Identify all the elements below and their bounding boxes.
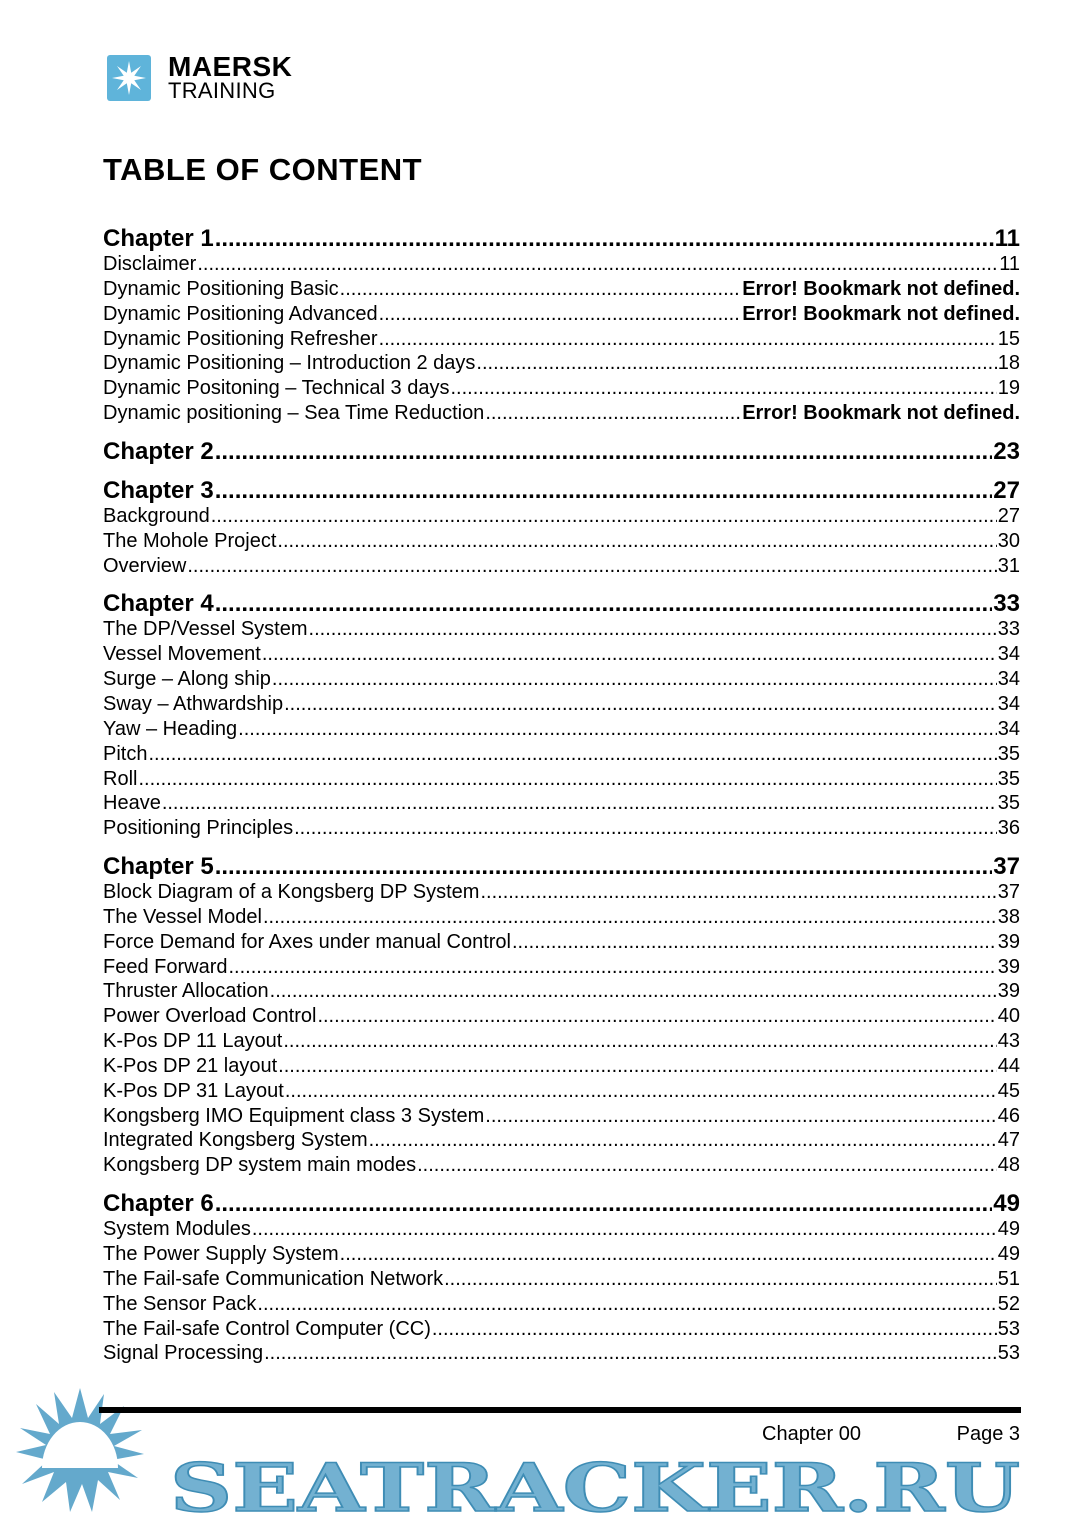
dot-leader [187, 554, 996, 579]
toc-entry[interactable] [103, 1128, 1020, 1153]
toc-label: Roll [103, 767, 138, 790]
dot-leader [444, 1267, 997, 1292]
toc-label: Chapter 4 [103, 590, 214, 618]
dot-leader [284, 692, 997, 717]
toc-entry[interactable] [103, 1267, 1020, 1292]
toc-label: Positioning Principles [103, 817, 294, 840]
dot-leader [340, 1242, 997, 1267]
dot-leader [379, 302, 742, 327]
toc-page: 46 [997, 1104, 1020, 1127]
toc-page: 11 [994, 225, 1020, 252]
toc-label: Pitch [103, 742, 148, 765]
toc-entry[interactable] [103, 979, 1020, 1004]
dot-leader [369, 1128, 997, 1153]
dot-leader [512, 930, 997, 955]
dot-leader [138, 767, 996, 792]
toc-label: Overview [103, 554, 187, 577]
toc-page: 15 [997, 327, 1020, 350]
toc-page: 49 [993, 1190, 1020, 1218]
dot-leader [262, 642, 997, 667]
toc-label: Disclaimer [103, 253, 197, 275]
dot-leader [252, 1217, 997, 1242]
dot-leader [432, 1317, 997, 1342]
toc-entry[interactable] [103, 302, 1020, 327]
seatracker-watermark [0, 1355, 1080, 1515]
toc-page: 34 [997, 717, 1020, 740]
dot-leader [215, 438, 993, 465]
dot-leader [215, 477, 993, 504]
toc-page: 49 [997, 1218, 1020, 1241]
dot-leader [229, 955, 997, 980]
toc-chapter[interactable] [103, 1190, 1020, 1217]
toc-page: 37 [993, 853, 1020, 881]
toc-page: Error! Bookmark not defined. [742, 277, 1020, 300]
dot-leader [272, 667, 997, 692]
dot-leader [294, 816, 997, 841]
toc-label: Kongsberg IMO Equipment class 3 System [103, 1104, 485, 1127]
toc-label: Signal Processing [103, 1342, 264, 1365]
toc-entry[interactable] [103, 717, 1020, 742]
dot-leader [278, 1054, 997, 1079]
toc-page: 27 [997, 504, 1020, 527]
toc-entry[interactable] [103, 252, 1020, 277]
dot-leader [215, 225, 994, 252]
toc-entry[interactable] [103, 930, 1020, 955]
toc-page: 39 [997, 930, 1020, 953]
toc-page: 51 [997, 1267, 1020, 1290]
toc-label: Kongsberg DP system main modes [103, 1154, 417, 1177]
toc-page: 40 [997, 1005, 1020, 1028]
toc-entry[interactable] [103, 1104, 1020, 1129]
toc-label: K-Pos DP 31 Layout [103, 1079, 284, 1102]
toc-page: 34 [997, 668, 1020, 691]
toc-label: Sway – Athwardship [103, 692, 284, 715]
toc-page: 19 [997, 377, 1020, 400]
toc-page: 30 [997, 529, 1020, 552]
toc-entry[interactable] [103, 642, 1020, 667]
toc-page: 48 [997, 1154, 1020, 1177]
toc-label: Block Diagram of a Kongsberg DP System [103, 881, 480, 904]
toc-label: Chapter 3 [103, 476, 214, 504]
toc-page: 23 [993, 437, 1020, 465]
star-icon [107, 55, 151, 101]
toc-entry[interactable] [103, 1054, 1020, 1079]
toc-entry[interactable] [103, 880, 1020, 905]
toc-entry[interactable] [103, 554, 1020, 579]
toc-chapter[interactable] [103, 853, 1020, 880]
toc-entry[interactable] [103, 742, 1020, 767]
dot-leader [476, 351, 996, 376]
toc-page: 37 [997, 881, 1020, 904]
toc-page: 35 [997, 767, 1020, 790]
toc-page: 33 [993, 590, 1020, 618]
toc-entry[interactable] [103, 401, 1020, 426]
toc-page: 35 [997, 742, 1020, 765]
dot-leader [340, 277, 742, 302]
toc-label: The Power Supply System [103, 1243, 339, 1265]
toc-page: 31 [997, 554, 1020, 577]
dot-leader [309, 617, 997, 642]
toc-page: Error! Bookmark not defined. [742, 302, 1020, 325]
toc-page: 35 [997, 792, 1020, 815]
toc-label: Vessel Movement [103, 643, 261, 666]
toc-chapter[interactable] [103, 225, 1020, 252]
toc-entry[interactable] [103, 504, 1020, 529]
toc-label: Dynamic Positioning – Introduction 2 days [103, 352, 476, 375]
toc-label: Dynamic Positoning – Technical 3 days [103, 377, 450, 400]
toc-label: Feed Forward [103, 955, 228, 978]
toc-label: Dynamic Positioning Basic [103, 277, 339, 300]
toc-label: Force Demand for Axes under manual Control [103, 930, 511, 953]
toc-entry[interactable] [103, 277, 1020, 302]
dot-leader [480, 880, 996, 905]
toc-entry[interactable] [103, 955, 1020, 980]
toc-entry[interactable] [103, 1317, 1020, 1342]
toc-page: 49 [997, 1243, 1020, 1265]
dot-leader [317, 1004, 996, 1029]
toc-label: Background [103, 504, 210, 527]
toc-entry[interactable] [103, 327, 1020, 352]
table-of-contents [103, 225, 1020, 1366]
toc-label: K-Pos DP 11 Layout [103, 1030, 283, 1053]
toc-label: The Fail-safe Control Computer (CC) [103, 1317, 431, 1340]
maersk-training-logo [107, 53, 292, 102]
toc-page: 34 [997, 643, 1020, 666]
toc-page: 44 [997, 1054, 1020, 1077]
toc-page: 39 [997, 980, 1020, 1003]
toc-page: 18 [997, 352, 1020, 375]
dot-leader [270, 979, 997, 1004]
toc-page: 11 [999, 253, 1020, 275]
logo-sub: TRAINING [168, 78, 276, 103]
toc-label: Dynamic Positioning Advanced [103, 302, 378, 325]
toc-label: Heave [103, 792, 161, 815]
toc-entry[interactable] [103, 692, 1020, 717]
dot-leader [277, 529, 996, 554]
toc-page: 47 [997, 1129, 1020, 1152]
dot-leader [215, 853, 993, 880]
footer-rule [99, 1407, 1021, 1413]
toc-label: Integrated Kongsberg System [103, 1129, 368, 1152]
dot-leader [283, 1029, 996, 1054]
page-title: TABLE OF CONTENT [103, 152, 423, 187]
dot-leader [417, 1153, 997, 1178]
toc-label: K-Pos DP 21 layout [103, 1054, 278, 1077]
toc-label: Power Overload Control [103, 1005, 317, 1028]
toc-label: System Modules [103, 1218, 251, 1241]
toc-label: The Fail-safe Communication Network [103, 1267, 444, 1290]
toc-entry[interactable] [103, 791, 1020, 816]
logo-brand: MAERSK [168, 51, 293, 82]
dot-leader [485, 401, 741, 426]
dot-leader [162, 791, 997, 816]
toc-page: 39 [997, 955, 1020, 978]
footer-chapter: Chapter 00 [762, 1423, 861, 1445]
toc-entry[interactable] [103, 1004, 1020, 1029]
toc-label: The Mohole Project [103, 529, 277, 552]
dot-leader [285, 1079, 997, 1104]
toc-entry[interactable] [103, 1242, 1020, 1267]
toc-entry[interactable] [103, 376, 1020, 401]
dot-leader [264, 1341, 997, 1366]
toc-page: 52 [997, 1292, 1020, 1315]
toc-label: Dynamic Positioning Refresher [103, 327, 378, 350]
toc-label: Dynamic positioning – Sea Time Reduction [103, 402, 485, 425]
toc-entry[interactable] [103, 1153, 1020, 1178]
dot-leader [263, 905, 997, 930]
dot-leader [450, 376, 996, 401]
toc-label: Chapter 1 [103, 225, 214, 252]
toc-entry[interactable] [103, 1079, 1020, 1104]
toc-label: The Vessel Model [103, 905, 262, 928]
dot-leader [215, 590, 993, 617]
dot-leader [485, 1104, 996, 1129]
dot-leader [257, 1292, 996, 1317]
toc-page: 34 [997, 692, 1020, 715]
toc-label: The DP/Vessel System [103, 618, 308, 641]
toc-chapter[interactable] [103, 477, 1020, 504]
toc-label: Chapter 2 [103, 437, 214, 465]
toc-page: 45 [997, 1079, 1020, 1102]
toc-page: Error! Bookmark not defined. [742, 402, 1020, 425]
watermark-text: SEATRACKER.RU [170, 1449, 1020, 1515]
toc-label: Surge – Along ship [103, 668, 271, 691]
toc-entry[interactable] [103, 667, 1020, 692]
toc-entry[interactable] [103, 1341, 1020, 1366]
toc-entry[interactable] [103, 351, 1020, 376]
dot-leader [379, 327, 997, 352]
toc-entry[interactable] [103, 767, 1020, 792]
dot-leader [197, 252, 998, 277]
toc-entry[interactable] [103, 617, 1020, 642]
toc-entry[interactable] [103, 529, 1020, 554]
toc-page: 53 [997, 1342, 1020, 1365]
toc-chapter[interactable] [103, 438, 1020, 465]
toc-page: 36 [997, 817, 1020, 840]
toc-page: 53 [997, 1317, 1020, 1340]
toc-entry[interactable] [103, 1292, 1020, 1317]
dot-leader [148, 742, 996, 767]
toc-entry[interactable] [103, 905, 1020, 930]
toc-label: Thruster Allocation [103, 980, 269, 1003]
toc-page: 38 [997, 905, 1020, 928]
dot-leader [215, 1190, 993, 1217]
toc-page: 43 [997, 1030, 1020, 1053]
toc-label: Yaw – Heading [103, 717, 238, 740]
toc-page: 33 [997, 618, 1020, 641]
toc-label: The Sensor Pack [103, 1292, 257, 1315]
toc-entry[interactable] [103, 1029, 1020, 1054]
toc-chapter[interactable] [103, 590, 1020, 617]
toc-entry[interactable] [103, 1217, 1020, 1242]
footer-page: Page 3 [956, 1423, 1020, 1445]
toc-label: Chapter 6 [103, 1190, 214, 1218]
dot-leader [238, 717, 997, 742]
toc-label: Chapter 5 [103, 853, 214, 881]
toc-page: 27 [993, 476, 1020, 504]
dot-leader [211, 504, 997, 529]
toc-entry[interactable] [103, 816, 1020, 841]
